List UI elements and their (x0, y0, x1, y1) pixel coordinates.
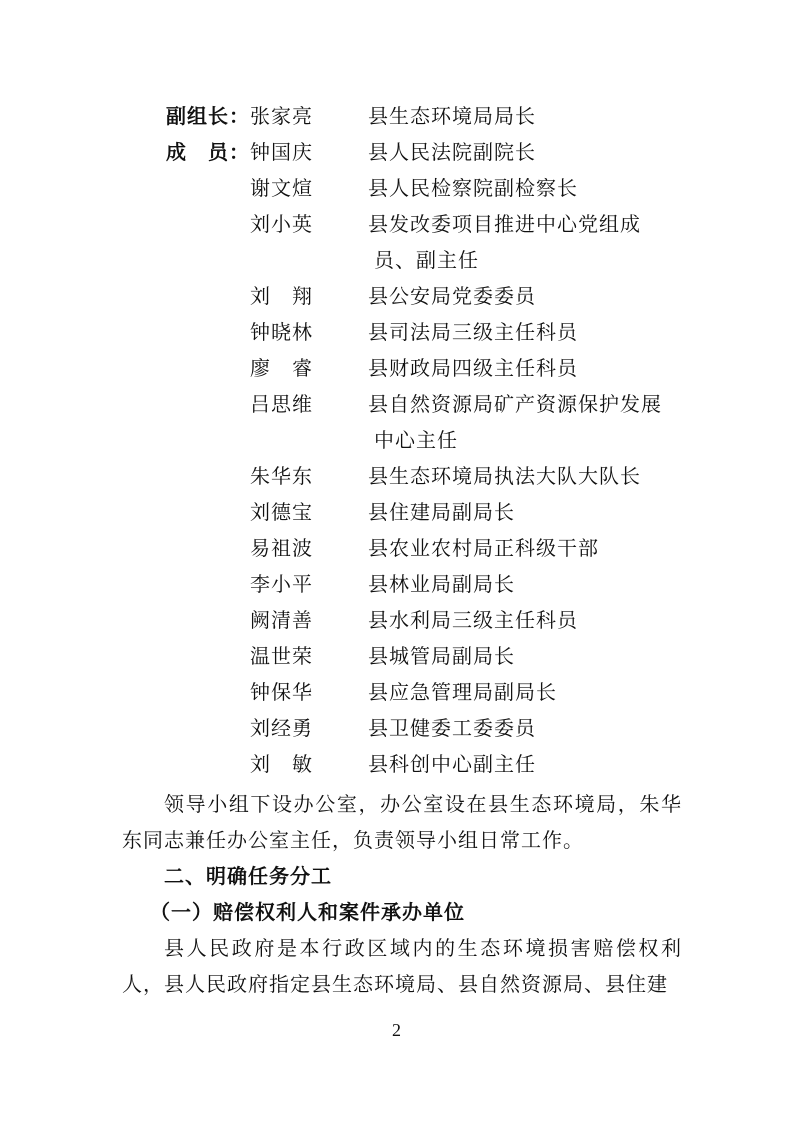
roster-name: 朱华东 (250, 464, 313, 488)
roster-title (368, 494, 726, 530)
roster-title (368, 674, 726, 710)
roster-row (166, 386, 726, 458)
rights-paragraph: 县人民政府是本行政区域内的生态环境损害赔偿权利人，县人民政府指定县生态环境局、县自然资源局、县住建 (122, 936, 682, 996)
roster-title (368, 638, 726, 674)
roster-title (368, 530, 726, 566)
roster-name: 刘小英 (250, 212, 313, 236)
roster-title-line: 县生态环境局执法大队大队长 (368, 464, 641, 488)
roster-row (166, 134, 726, 170)
roster-row (166, 458, 726, 494)
roster-row (166, 278, 726, 314)
roster-title-line: 县应急管理局副局长 (368, 680, 557, 704)
roster-title-line: 县自然资源局矿产资源保护发展 (368, 392, 662, 416)
roster-title (368, 386, 726, 458)
roster-title-line: 县城管局副局长 (368, 644, 515, 668)
roster-title-continuation: 员、副主任 (374, 248, 479, 272)
roster-row (166, 530, 726, 566)
roster-name: 阙清善 (250, 608, 313, 632)
member-roster (166, 98, 726, 782)
roster-name: 刘 翔 (250, 284, 313, 308)
roster-row (166, 710, 726, 746)
roster-title (368, 134, 726, 170)
rights-paragraph-block (122, 930, 682, 1002)
page-number: 2 (392, 1020, 401, 1040)
roster-title (368, 98, 726, 134)
roster-role: 副组长： (166, 104, 250, 128)
roster-title (368, 278, 726, 314)
office-paragraph: 领导小组下设办公室，办公室设在县生态环境局，朱华东同志兼任办公室主任，负责领导小组日常工作。 (122, 792, 682, 852)
office-paragraph-block (122, 786, 682, 858)
roster-name: 谢文煊 (250, 176, 313, 200)
roster-title (368, 566, 726, 602)
roster-title-line: 县人民检察院副检察长 (368, 176, 578, 200)
roster-title-line: 县生态环境局局长 (368, 104, 536, 128)
roster-row (166, 170, 726, 206)
roster-title-line: 县住建局副局长 (368, 500, 515, 524)
roster-name: 钟晓林 (250, 320, 313, 344)
roster-row (166, 566, 726, 602)
roster-title-line: 县发改委项目推进中心党组成 (368, 212, 641, 236)
roster-title-line: 县卫健委工委委员 (368, 716, 536, 740)
section-heading: 二、明确任务分工 (164, 864, 332, 888)
subsection-heading: （一）赔偿权利人和案件承办单位 (150, 900, 465, 924)
roster-title (368, 314, 726, 350)
roster-title (368, 206, 726, 278)
roster-title-line: 县人民法院副院长 (368, 140, 536, 164)
roster-name: 易祖波 (250, 536, 313, 560)
roster-title-line: 县司法局三级主任科员 (368, 320, 578, 344)
roster-name: 温世荣 (250, 644, 313, 668)
roster-title-line: 县财政局四级主任科员 (368, 356, 578, 380)
roster-name: 钟国庆 (250, 140, 313, 164)
roster-role: 成 员： (166, 140, 250, 164)
roster-name: 刘德宝 (250, 500, 313, 524)
roster-name: 吕思维 (250, 392, 313, 416)
roster-title-line: 县水利局三级主任科员 (368, 608, 578, 632)
roster-title (368, 710, 726, 746)
roster-name: 刘 敏 (250, 752, 313, 776)
roster-title (368, 170, 726, 206)
roster-row (166, 206, 726, 278)
roster-name: 廖 睿 (250, 356, 313, 380)
roster-row (166, 602, 726, 638)
roster-name: 张家亮 (250, 104, 313, 128)
roster-row (166, 746, 726, 782)
roster-name: 刘经勇 (250, 716, 313, 740)
roster-row (166, 350, 726, 386)
roster-title-line: 县科创中心副主任 (368, 752, 536, 776)
roster-title-line: 县公安局党委委员 (368, 284, 536, 308)
roster-title (368, 350, 726, 386)
roster-name: 钟保华 (250, 680, 313, 704)
roster-title-continuation: 中心主任 (374, 428, 458, 452)
roster-name: 李小平 (250, 572, 313, 596)
roster-title-line: 县林业局副局长 (368, 572, 515, 596)
roster-title-line: 县农业农村局正科级干部 (368, 536, 599, 560)
roster-title (368, 746, 726, 782)
roster-row (166, 494, 726, 530)
roster-title (368, 602, 726, 638)
roster-row (166, 314, 726, 350)
roster-row (166, 638, 726, 674)
roster-title (368, 458, 726, 494)
roster-row (166, 98, 726, 134)
roster-row (166, 674, 726, 710)
